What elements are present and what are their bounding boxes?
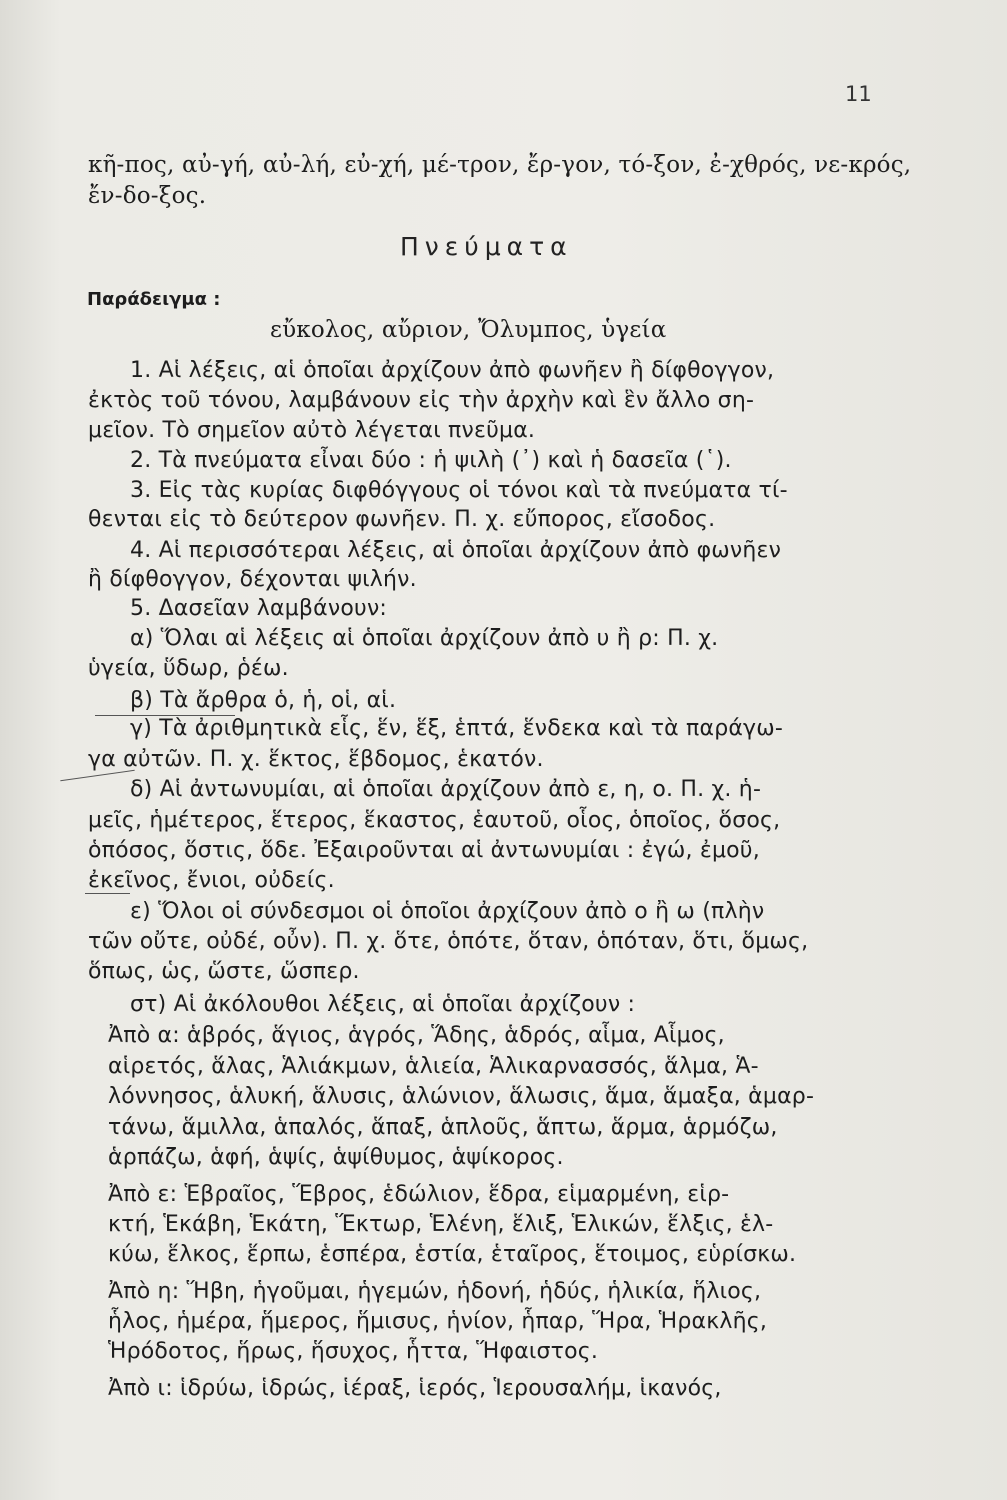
body-line-30: κύω, ἕλκος, ἕρπω, ἑσπέρα, ἑστία, ἑταῖρος, ἕτοιμος, εὑρίσκω. bbox=[108, 1242, 797, 1267]
body-line-21: ὅπως, ὡς, ὥστε, ὥσπερ. bbox=[88, 959, 360, 984]
body-line-17: ὁπόσος, ὅστις, ὅδε. Ἐξαιροῦνται αἱ ἀντωνυμίαι : ἐγώ, ἐμοῦ, bbox=[88, 838, 760, 863]
page-number: 11 bbox=[845, 82, 872, 106]
body-line-2: ἐκτὸς τοῦ τόνου, λαμβάνουν εἰς τὴν ἀρχὴν καὶ ἓν ἄλλο ση- bbox=[88, 388, 755, 413]
body-line-23: Ἀπὸ α: ἁβρός, ἅγιος, ἁγρός, Ἅδης, ἁδρός, αἷμα, Αἷμος, bbox=[108, 1023, 725, 1048]
body-line-11: ὑγεία, ὕδωρ, ῥέω. bbox=[88, 656, 289, 681]
body-line-29: κτή, Ἑκάβη, Ἑκάτη, Ἕκτωρ, Ἑλένη, ἕλιξ, Ἑλικών, ἕλξις, ἑλ- bbox=[108, 1212, 774, 1237]
body-line-34: Ἀπὸ ι: ἱδρύω, ἱδρώς, ἱέραξ, ἱερός, Ἱερουσαλήμ, ἱκανός, bbox=[108, 1376, 722, 1401]
body-line-6: θενται εἰς τὸ δεύτερον φωνῆεν. Π. χ. εὔπορος, εἴσοδος. bbox=[88, 507, 716, 532]
body-line-5: 3. Εἰς τὰς κυρίας διφθόγγους οἱ τόνοι καὶ τὰ πνεύματα τί- bbox=[130, 478, 788, 503]
body-line-25: λόννησος, ἁλυκή, ἅλυσις, ἁλώνιον, ἅλωσις, ἅμα, ἅμαξα, ἁμαρ- bbox=[108, 1084, 815, 1109]
body-line-9: 5. Δασεῖαν λαμβάνουν: bbox=[130, 596, 388, 621]
intro-line-1: κῆ-πος, αὐ-γή, αὐ-λή, εὐ-χή, μέ-τρον, ἔρ-γον, τό-ξον, ἐ-χθρός, νε-κρός, bbox=[88, 152, 912, 178]
body-line-3: μεῖον. Τὸ σημεῖον αὐτὸ λέγεται πνεῦμα. bbox=[88, 418, 536, 443]
body-line-14: γα αὐτῶν. Π. χ. ἕκτος, ἕβδομος, ἑκατόν. bbox=[88, 747, 544, 772]
body-line-28: Ἀπὸ ε: Ἑβραῖος, Ἕβρος, ἑδώλιον, ἕδρα, εἱμαρμένη, εἱρ- bbox=[108, 1182, 730, 1207]
pencil-underline bbox=[85, 893, 130, 894]
body-line-33: Ἡρόδοτος, ἥρως, ἥσυχος, ἧττα, Ἥφαιστος. bbox=[108, 1339, 599, 1364]
example-words: εὔκολος, αὔριον, Ὄλυμπος, ὑγεία bbox=[270, 317, 667, 343]
body-line-7: 4. Αἱ περισσότεραι λέξεις, αἱ ὁποῖαι ἀρχίζουν ἀπὸ φωνῆεν bbox=[130, 538, 782, 563]
body-line-22: στ) Αἱ ἀκόλουθοι λέξεις, αἱ ὁποῖαι ἀρχίζουν : bbox=[130, 992, 636, 1017]
body-line-8: ἢ δίφθογγον, δέχονται ψιλήν. bbox=[88, 567, 417, 592]
body-line-18: ἐκεῖνος, ἔνιοι, οὐδείς. bbox=[88, 868, 335, 893]
body-line-15: δ) Αἱ ἀντωνυμίαι, αἱ ὁποῖαι ἀρχίζουν ἀπὸ ε, η, ο. Π. χ. ἡ- bbox=[130, 777, 762, 802]
body-line-16: μεῖς, ἡμέτερος, ἕτερος, ἕκαστος, ἑαυτοῦ, οἷος, ὁποῖος, ὅσος, bbox=[88, 808, 781, 833]
body-line-1: 1. Αἱ λέξεις, αἱ ὁποῖαι ἀρχίζουν ἀπὸ φωνῆεν ἢ δίφθογγον, bbox=[130, 358, 775, 383]
body-line-4: 2. Τὰ πνεύματα εἶναι δύο : ἡ ψιλὴ (᾿) καὶ ἡ δασεῖα (῾). bbox=[130, 448, 732, 473]
body-line-10: α) Ὅλαι αἱ λέξεις αἱ ὁποῖαι ἀρχίζουν ἀπὸ υ ἢ ρ: Π. χ. bbox=[130, 626, 719, 651]
body-line-26: τάνω, ἅμιλλα, ἁπαλός, ἅπαξ, ἁπλοῦς, ἅπτω, ἅρμα, ἁρμόζω, bbox=[108, 1115, 778, 1140]
body-line-12: β) Τὰ ἄρθρα ὁ, ἡ, οἱ, αἱ. bbox=[130, 688, 397, 713]
body-line-32: ἧλος, ἡμέρα, ἥμερος, ἥμισυς, ἡνίον, ἧπαρ, Ἥρα, Ἡρακλῆς, bbox=[108, 1309, 768, 1334]
body-line-13: γ) Τὰ ἀριθμητικὰ εἷς, ἕν, ἕξ, ἑπτά, ἕνδεκα καὶ τὰ παράγω- bbox=[130, 716, 784, 741]
body-line-24: αἱρετός, ἅλας, Ἁλιάκμων, ἁλιεία, Ἁλικαρνασσός, ἅλμα, Ἁ- bbox=[108, 1054, 759, 1079]
pencil-underline bbox=[95, 715, 235, 716]
section-title: Πνεύματα bbox=[400, 232, 573, 261]
body-line-20: τῶν οὔτε, οὐδέ, οὖν). Π. χ. ὅτε, ὁπότε, ὅταν, ὁπόταν, ὅτι, ὅμως, bbox=[88, 929, 809, 954]
body-line-27: ἁρπάζω, ἁφή, ἁψίς, ἁψίθυμος, ἁψίκορος. bbox=[108, 1145, 564, 1170]
intro-line-2: ἔν-δο-ξος. bbox=[88, 183, 207, 209]
body-line-19: ε) Ὅλοι οἱ σύνδεσμοι οἱ ὁποῖοι ἀρχίζουν ἀπὸ ο ἢ ω (πλὴν bbox=[130, 899, 765, 924]
body-line-31: Ἀπὸ η: Ἥβη, ἡγοῦμαι, ἡγεμών, ἡδονή, ἡδύς, ἡλικία, ἥλιος, bbox=[108, 1279, 762, 1304]
example-label: Παράδειγμα : bbox=[87, 289, 221, 310]
